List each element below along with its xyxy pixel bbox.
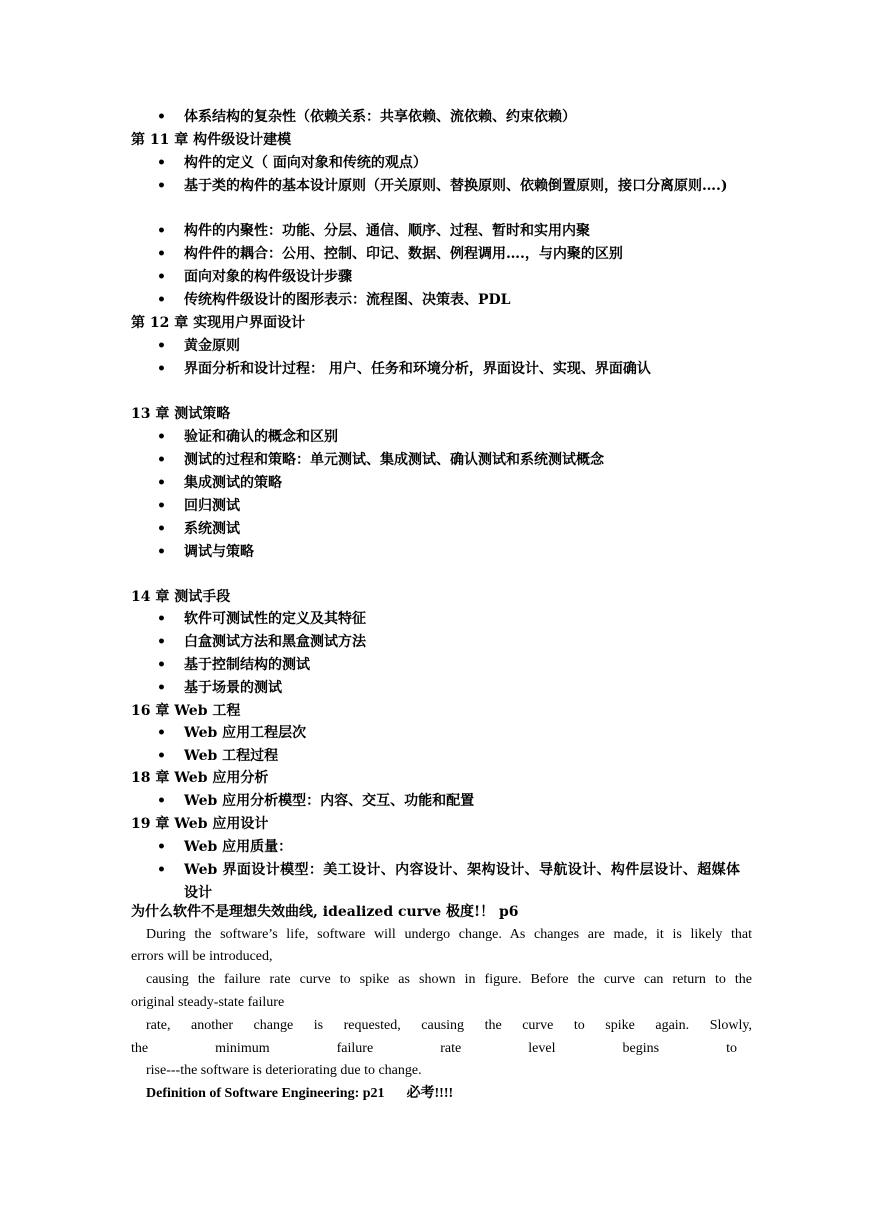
definition-note: 必考!!!! [406,1086,454,1101]
bullet-icon: • [157,246,166,262]
chapter-heading: 16 章 Web 工程 [131,703,241,719]
chapter-heading: 13 章 测试策略 [131,406,231,422]
bullet-icon: • [157,748,166,764]
paragraph-line: the minimum failure rate level begins to [131,1041,737,1056]
paragraph-line: errors will be introduced, [131,949,273,964]
bullet-icon: • [157,452,166,468]
bullet-icon: • [157,839,166,855]
paragraph-line: rise---the software is deteriorating due to change. [146,1063,422,1078]
bullet-icon: • [157,793,166,809]
bullet-item: 验证和确认的概念和区别 [184,429,338,445]
bullet-item: Web 应用工程层次 [184,725,307,741]
bullet-item: Web 工程过程 [184,748,279,764]
bullet-icon: • [157,862,166,878]
paragraph-line: original steady-state failure [131,995,285,1010]
question-line: 为什么软件不是理想失效曲线, idealized curve 极度!！ p6 [131,904,519,920]
definition-line [131,1083,752,1105]
bullet-icon: • [157,361,166,377]
bullet-icon: • [157,725,166,741]
bullet-item: 基于场景的测试 [184,680,282,696]
bullet-item: 调试与策略 [184,544,254,560]
bullet-icon: • [157,498,166,514]
bullet-item: 构件件的耦合：公用、控制、印记、数据、例程调用….，与内聚的区别 [184,246,623,262]
paragraph-line: causing the failure rate curve to spike as shown in figure. Before the curve can return to the [146,972,752,987]
bullet-icon: • [157,109,166,125]
bullet-item: Web 应用分析模型：内容、交互、功能和配置 [184,793,475,809]
bullet-icon: • [157,223,166,239]
bullet-item: 传统构件级设计的图形表示：流程图、决策表、PDL [184,292,511,308]
bullet-item: 黄金原则 [184,338,240,354]
bullet-item: 白盒测试方法和黑盒测试方法 [184,634,366,650]
bullet-item: Web 应用质量： [184,839,293,855]
bullet-item: 系统测试 [184,521,240,537]
chapter-heading: 第 12 章 实现用户界面设计 [131,315,306,331]
bullet-item: Web 界面设计模型：美工设计、内容设计、架构设计、导航设计、构件层设计、超媒体设计 [184,862,740,901]
bullet-icon: • [157,634,166,650]
bullet-icon: • [157,657,166,673]
bullet-icon: • [157,292,166,308]
bullet-item: 软件可测试性的定义及其特征 [184,611,366,627]
bullet-icon: • [157,611,166,627]
bullet-item: 构件的定义（ 面向对象和传统的观点） [184,155,427,171]
chapter-heading: 14 章 测试手段 [131,589,231,605]
paragraph-line: rate, another change is requested, causing the curve to spike again. Slowly, [146,1018,752,1033]
paragraph-line: During the software’s life, software will undergo change. As changes are made, it is likely that [146,927,752,942]
bullet-item: 集成测试的策略 [184,475,282,491]
bullet-item: 构件的内聚性：功能、分层、通信、顺序、过程、暂时和实用内聚 [184,223,590,239]
bullet-item: 基于类的构件的基本设计原则（开关原则、替换原则、依赖倒置原则，接口分离原则….) [184,178,728,194]
bullet-icon: • [157,521,166,537]
chapter-heading: 18 章 Web 应用分析 [131,770,269,786]
bullet-item: 界面分析和设计过程： 用户、任务和环境分析，界面设计、实现、界面确认 [184,361,651,377]
bullet-icon: • [157,269,166,285]
chapter-heading: 19 章 Web 应用设计 [131,816,269,832]
bullet-icon: • [157,155,166,171]
bullet-item: 回归测试 [184,498,240,514]
bullet-item: 面向对象的构件级设计步骤 [184,269,352,285]
chapter-heading: 第 11 章 构件级设计建模 [131,132,292,148]
bullet-item: 体系结构的复杂性（依赖关系：共享依赖、流依赖、约束依赖） [184,109,576,125]
bullet-item: 基于控制结构的测试 [184,657,310,673]
bullet-item: 测试的过程和策略：单元测试、集成测试、确认测试和系统测试概念 [184,452,604,468]
definition-label: Definition of Software Engineering: p21 [146,1086,385,1101]
bullet-icon: • [157,338,166,354]
bullet-icon: • [157,178,166,194]
bullet-icon: • [157,429,166,445]
bullet-icon: • [157,475,166,491]
bullet-icon: • [157,544,166,560]
bullet-icon: • [157,680,166,696]
